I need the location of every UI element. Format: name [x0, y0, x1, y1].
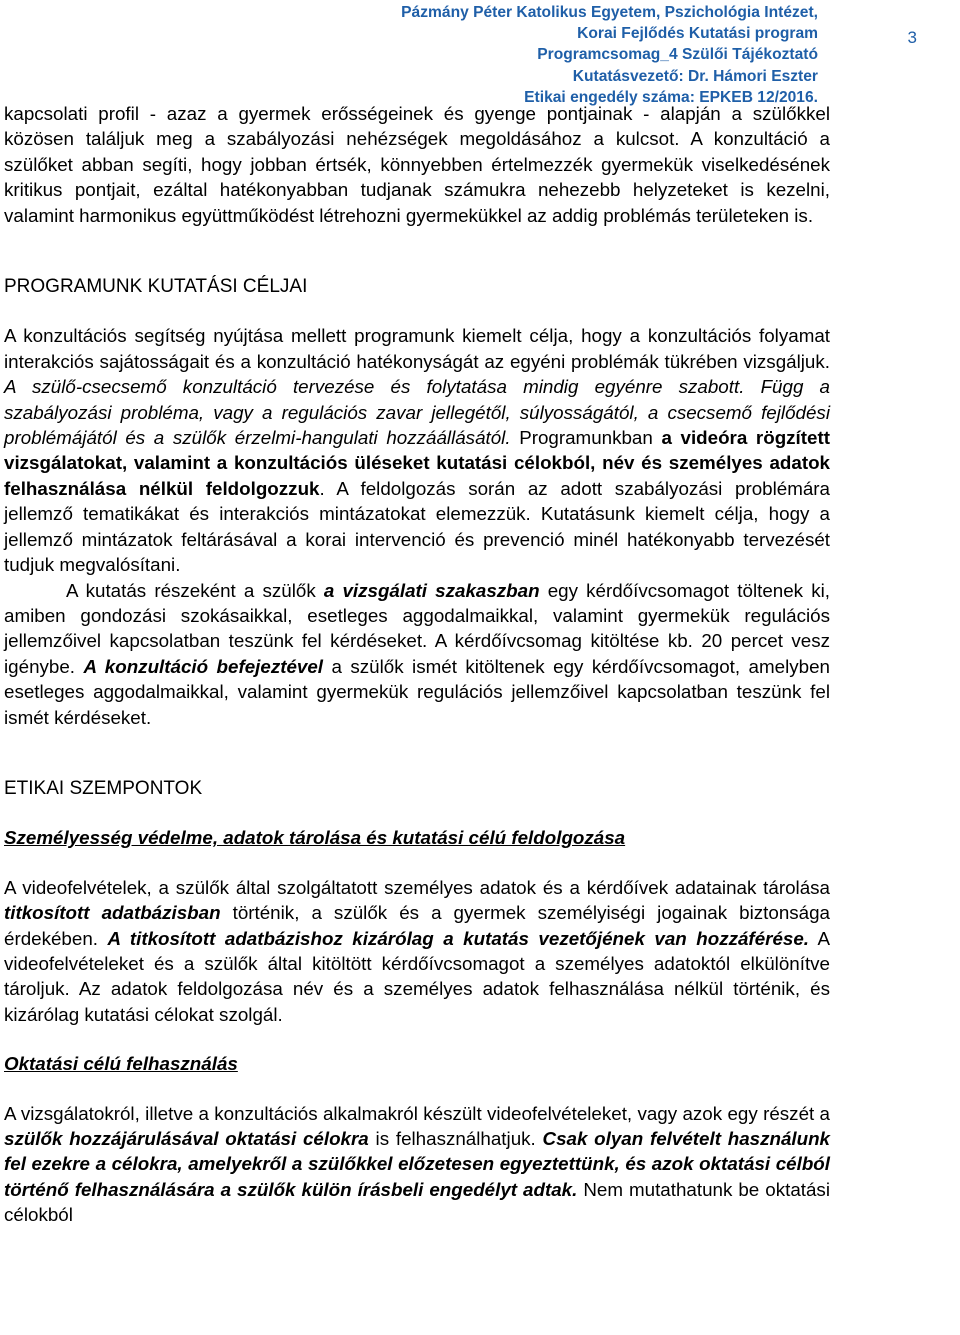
text-run: A konzultációs segítség nyújtása mellett programunk kiemelt célja, hogy a konzultációs folyamat interakciós sajátosságait és a konzultáció hatékonyságát az egyéni problémák tükrében vizsgáljuk. [4, 325, 830, 372]
intro-paragraph: kapcsolati profil - azaz a gyermek erősségeinek és gyenge pontjainak - alapján a szülőkkel közösen találjuk meg a szabályozási nehézségek megoldásához a kulcsot. A konzultáció a szülőket abban segíti, hogy jobban értsék, könnyebben értelmezzék gyermekük viselkedésének kritikus pontjait, ezáltal hatékonyabban tudjanak számukra nehezebb helyzeteket is kezelni, valamint harmonikus együttműködést létrehozni gyermekükkel az addig problémás területeken is. [4, 103, 830, 226]
bold-italic-run: a vizsgálati szakaszban [323, 579, 540, 601]
bold-italic-run: szülők hozzájárulásával oktatási célokra [4, 1128, 369, 1149]
research-goals-paragraph [4, 323, 830, 577]
header-line-research-lead: Kutatásvezető: Dr. Hámori Eszter [572, 67, 818, 85]
section-title-research-goals: PROGRAMUNK KUTATÁSI CÉLJAI [4, 276, 308, 298]
bold-italic-run: Csak olyan felvételt használunk fel ezekre a célokra, amelyekről a szülőkkel előzetesen egyeztettünk, és azok oktatási célból történő felhasználására a szülők külön írásbeli engedélyt adtak. [4, 1128, 831, 1200]
text-run: Nem mutathatunk be oktatási célokból [4, 1178, 830, 1226]
text-run: egy kérdőívcsomagot töltenek ki, amiben gondozási szokásaikkal, esetleges aggodalmaikkal, valamint gyermekük regulációs jellemzőivel kapcsolatban teszünk fel kérdéseket. A kérdőívcsomag kitöltése kb. 20 percet vesz igénybe. [4, 579, 830, 677]
section-title-ethics: ETIKAI SZEMPONTOK [4, 777, 203, 799]
bold-italic-run: A konzultáció befejeztével [83, 655, 324, 677]
questionnaire-paragraph [4, 578, 830, 730]
text-run: A vizsgálatokról, illetve a konzultációs alkalmakról készült videofelvételeket, vagy azok egy részét a [4, 1102, 830, 1124]
document-header [401, 2, 818, 108]
education-paragraph [4, 1101, 830, 1228]
text-run: történik, a szülők és a gyermek személyiségi jogainak biztonsága érdekében. [4, 902, 830, 949]
privacy-paragraph [4, 875, 830, 1027]
bold-run: a videóra rögzített vizsgálatokat, valamint a konzultációs üléseket kutatási célokból, név és személyes adatok felhasználása nélkül feldolgozzuk [4, 427, 830, 499]
text-run: a szülők ismét kitöltenek egy kérdőívcsomagot, amelyben esetleges aggodalmaikkal, valamint gyermekük regulációs jellemzőivel kapcsolatban teszünk fel ismét kérdéseket. [4, 655, 830, 728]
header-line-program: Korai Fejlődés Kutatási program [577, 25, 818, 43]
page-number: 3 [907, 28, 917, 47]
text-run: . A feldolgozás során az adott szabályozási problémára jellemző tematikákat és interakciós mintázatokat elemezzük. Kutatásunk kiemelt célja, hogy a jellemző mintázatok feltárásával a korai intervenció és prevenció minél hatékonyabb tervezését tudjuk megvalósítani. [4, 477, 830, 576]
italic-run: A szülő-csecsemő konzultáció tervezése és folytatása mindig egyénre szabott. Függ a szabályozási probléma, vagy a regulációs zavar jellegétől, súlyosságától, a csecsemő fejlődési problémájától és a szülők érzelmi-hangulati hozzáállásától. [4, 376, 830, 449]
header-line-ethics-approval: Etikai engedély száma: EPKEB 12/2016. [524, 88, 818, 106]
text-run: A videofelvételeket és a szülők által kitöltött kérdőívcsomagot a személyes adatoktól elkülönítve tároljuk. Az adatok feldolgozása név és a személyes adatok felhasználása nélkül történik, és kizárólag kutatási célokat szolgál. [4, 927, 830, 1025]
text-run: A kutatás részeként a szülők [66, 579, 324, 601]
bold-italic-run: A titkosított adatbázishoz kizárólag a kutatás vezetőjének van hozzáférése. [107, 927, 809, 949]
subsection-title-privacy: Személyesség védelme, adatok tárolása és kutatási célú feldolgozása [4, 827, 626, 849]
text-run: is felhasználhatjuk. [368, 1128, 543, 1149]
subsection-title-education: Oktatási célú felhasználás [4, 1053, 238, 1075]
bold-italic-run: titkosított adatbázisban [4, 902, 221, 924]
text-run: A videofelvételek, a szülők által szolgáltatott személyes adatok és a kérdőívek adatainak tárolása [4, 876, 830, 898]
document-body [4, 101, 830, 1228]
header-line-institution: Pázmány Péter Katolikus Egyetem, Pszichológia Intézet, [401, 4, 818, 21]
text-run: Programunkban [510, 427, 662, 449]
header-line-package: Programcsomag_4 Szülői Tájékoztató [537, 46, 818, 64]
